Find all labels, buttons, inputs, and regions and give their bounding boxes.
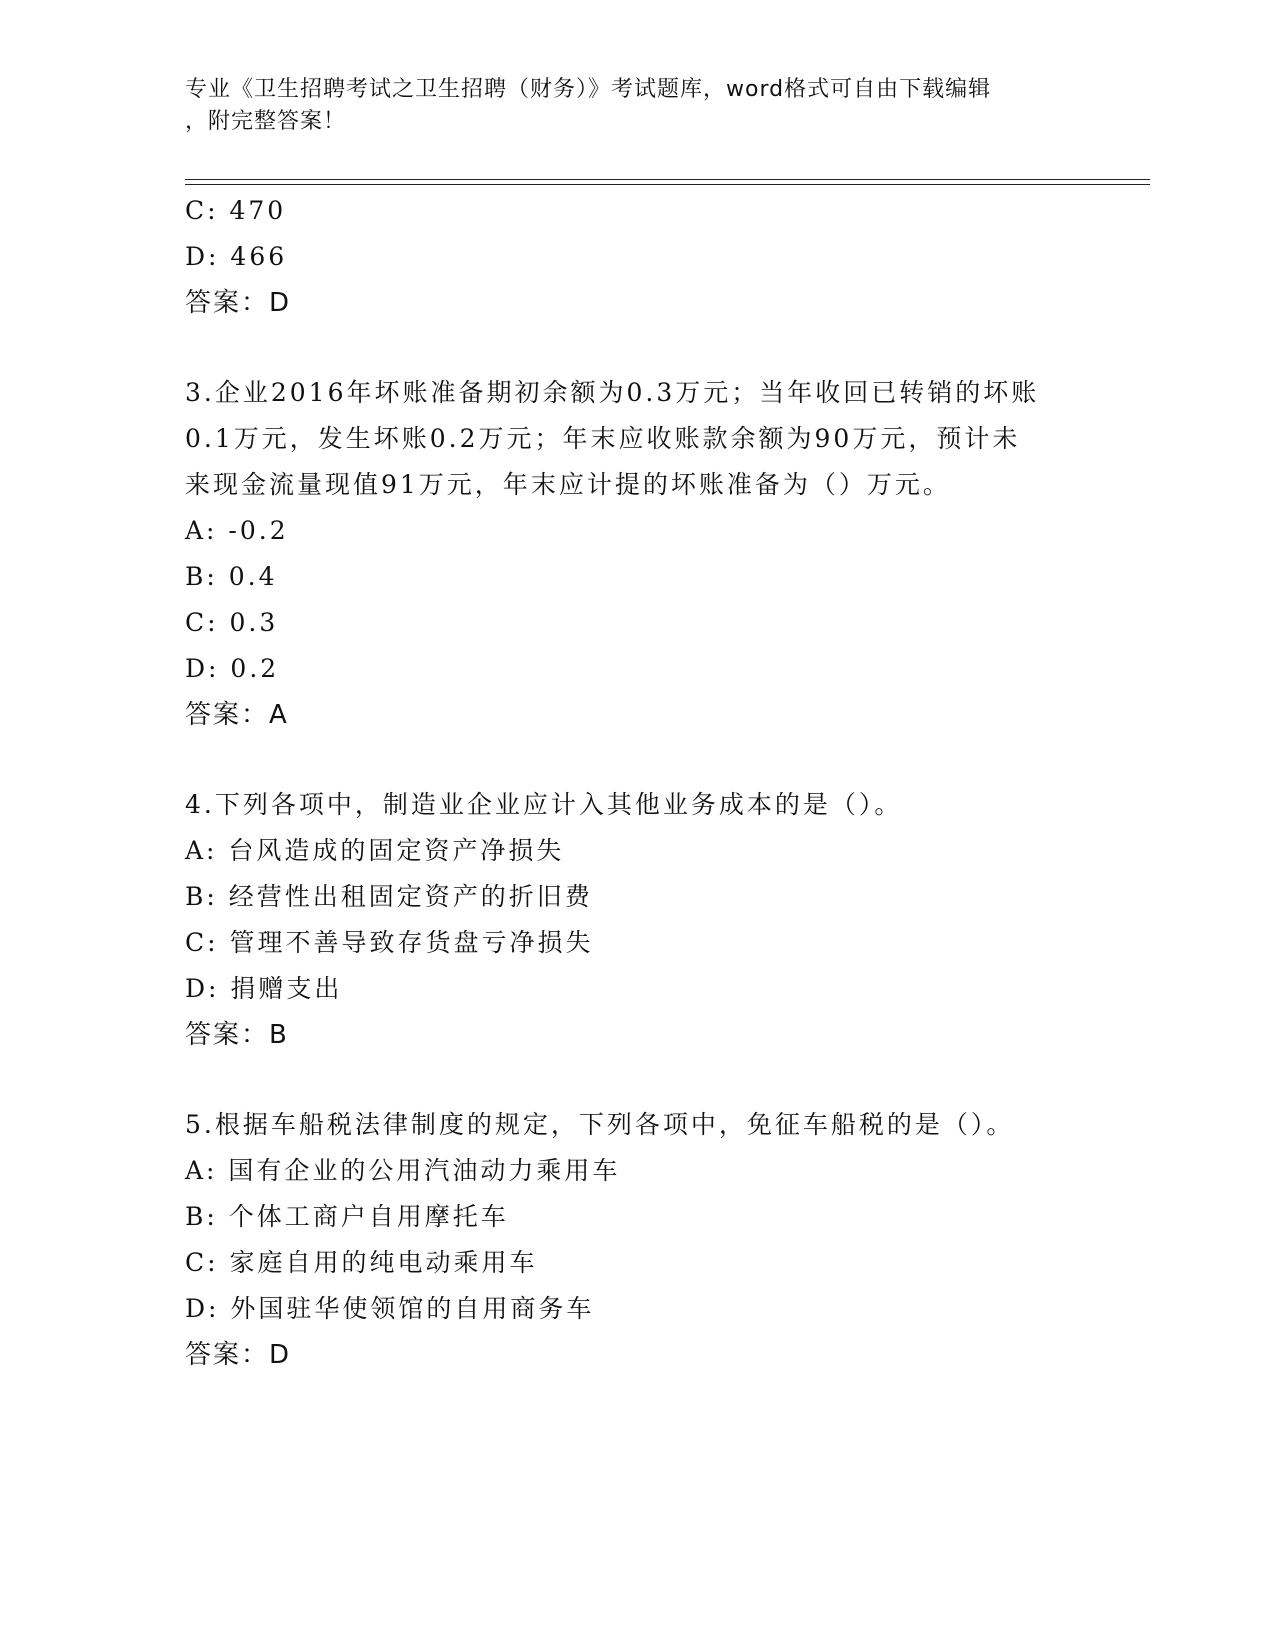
option-d: D: 外国驻华使领馆的自用商务车 xyxy=(185,1294,595,1323)
option-b: B: 个体工商户自用摩托车 xyxy=(185,1202,509,1231)
option-d: D: 捐赠支出 xyxy=(185,974,343,1003)
question-5 xyxy=(185,1102,1085,1378)
question-list xyxy=(185,188,1085,1378)
option-c: C: 470 xyxy=(185,196,287,225)
answer-label: 答案：D xyxy=(185,1340,292,1370)
answer-label: 答案：A xyxy=(185,700,289,730)
header-line-1: 专业《卫生招聘考试之卫生招聘（财务）》考试题库，word格式可自由下载编辑 xyxy=(185,77,992,102)
document-header xyxy=(185,74,1085,138)
question-stem: 5.根据车船税法律制度的规定，下列各项中，免征车船税的是（）。 xyxy=(185,1110,1015,1139)
header-divider-top xyxy=(185,179,1150,180)
option-b: B: 0.4 xyxy=(185,562,278,591)
question-stem: 4.下列各项中，制造业企业应计入其他业务成本的是（）。 xyxy=(185,790,903,819)
option-d: D: 466 xyxy=(185,242,288,271)
question-gap xyxy=(185,1058,1085,1102)
option-c: C: 家庭自用的纯电动乘用车 xyxy=(185,1248,538,1277)
question-stem: 3.企业2016年坏账准备期初余额为0.3万元；当年收回已转销的坏账 xyxy=(185,378,1040,407)
header-line-2: ，附完整答案！ xyxy=(185,109,347,134)
option-a: A: 台风造成的固定资产净损失 xyxy=(185,836,565,865)
header-divider-bottom xyxy=(185,184,1150,185)
option-c: C: 管理不善导致存货盘亏净损失 xyxy=(185,928,594,957)
answer-label: 答案：B xyxy=(185,1020,289,1050)
question-gap xyxy=(185,738,1085,782)
question-4 xyxy=(185,782,1085,1058)
option-a: A: 国有企业的公用汽油动力乘用车 xyxy=(185,1156,621,1185)
option-a: A: -0.2 xyxy=(185,516,289,545)
question-3 xyxy=(185,370,1085,738)
answer-label: 答案：D xyxy=(185,288,292,318)
question-gap xyxy=(185,326,1085,370)
question-stem: 0.1万元，发生坏账0.2万元；年末应收账款余额为90万元，预计未 xyxy=(185,424,1021,453)
option-d: D: 0.2 xyxy=(185,654,280,683)
option-c: C: 0.3 xyxy=(185,608,279,637)
question-2-tail xyxy=(185,188,1085,326)
option-b: B: 经营性出租固定资产的折旧费 xyxy=(185,882,593,911)
question-stem: 来现金流量现值91万元，年末应计提的坏账准备为（）万元。 xyxy=(185,470,951,499)
